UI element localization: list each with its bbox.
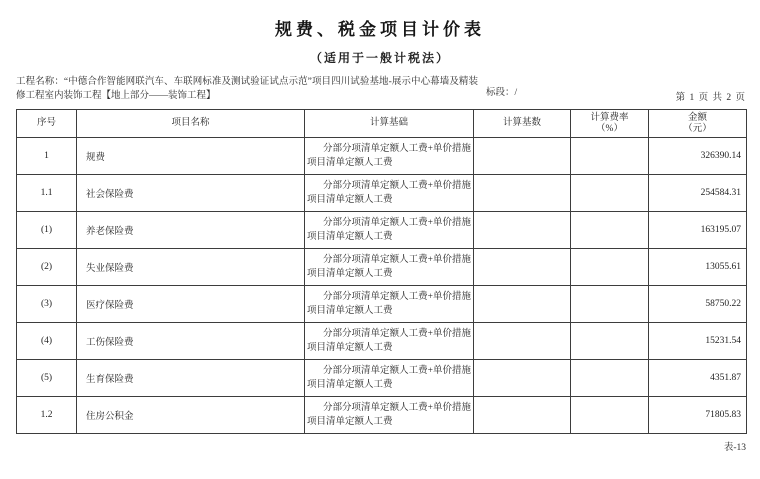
cell-rate	[571, 323, 649, 360]
cell-amount: 13055.61	[649, 249, 747, 286]
cell-item-name: 失业保险费	[77, 249, 305, 286]
cell-item-name: 社会保险费	[77, 175, 305, 212]
cell-calc-base	[474, 249, 571, 286]
cell-amount: 326390.14	[649, 138, 747, 175]
cell-rate	[571, 397, 649, 434]
cell-rate	[571, 286, 649, 323]
cell-rate	[571, 249, 649, 286]
col-header-seq: 序号	[17, 110, 77, 138]
cell-seq: (2)	[17, 249, 77, 286]
cell-amount: 163195.07	[649, 212, 747, 249]
page-title: 规费、税金项目计价表	[275, 20, 485, 39]
sheet-number-note: 表-13	[723, 443, 746, 453]
document-info-row	[16, 76, 746, 103]
table-row	[17, 360, 747, 397]
cell-calc-basis: 分部分项清单定额人工费+单价措施项目清单定额人工费	[305, 175, 474, 212]
cell-calc-base	[474, 397, 571, 434]
cell-seq: (1)	[17, 212, 77, 249]
cell-calc-basis: 分部分项清单定额人工费+单价措施项目清单定额人工费	[305, 360, 474, 397]
cell-amount: 15231.54	[649, 323, 747, 360]
table-row	[17, 286, 747, 323]
cell-amount: 4351.87	[649, 360, 747, 397]
cell-item-name: 工伤保险费	[77, 323, 305, 360]
cell-rate	[571, 360, 649, 397]
cell-calc-basis: 分部分项清单定额人工费+单价措施项目清单定额人工费	[305, 212, 474, 249]
table-row	[17, 175, 747, 212]
cell-calc-base	[474, 323, 571, 360]
col-header-calc-basis: 计算基础	[305, 110, 474, 138]
project-name-value: “中德合作智能网联汽车、车联网标准及测试验证试点示范”项目四川试验基地-展示中心幕墙及精装修工程室内装饰工程【地上部分——装饰工程】	[16, 77, 478, 101]
cell-seq: 1.2	[17, 397, 77, 434]
fee-tax-table	[16, 109, 747, 434]
project-name-block	[16, 76, 478, 103]
cell-seq: (3)	[17, 286, 77, 323]
cell-calc-basis: 分部分项清单定额人工费+单价措施项目清单定额人工费	[305, 323, 474, 360]
cell-calc-basis: 分部分项清单定额人工费+单价措施项目清单定额人工费	[305, 138, 474, 175]
col-header-amount: 金额 （元）	[649, 110, 747, 138]
cell-seq: (5)	[17, 360, 77, 397]
cell-calc-basis: 分部分项清单定额人工费+单价措施项目清单定额人工费	[305, 397, 474, 434]
cell-calc-base	[474, 212, 571, 249]
col-header-item-name: 项目名称	[77, 110, 305, 138]
col-header-calc-base: 计算基数	[474, 110, 571, 138]
page-subtitle: （适用于一般计税法）	[309, 51, 450, 65]
cell-seq: (4)	[17, 323, 77, 360]
page-number-info: 第 1 页 共 2 页	[675, 93, 746, 103]
cell-seq: 1	[17, 138, 77, 175]
cell-calc-base	[474, 175, 571, 212]
cell-amount: 71805.83	[649, 397, 747, 434]
table-row	[17, 138, 747, 175]
table-row	[17, 212, 747, 249]
cell-rate	[571, 212, 649, 249]
cell-item-name: 住房公积金	[77, 397, 305, 434]
cell-seq: 1.1	[17, 175, 77, 212]
cell-calc-basis: 分部分项清单定额人工费+单价措施项目清单定额人工费	[305, 286, 474, 323]
cell-item-name: 养老保险费	[77, 212, 305, 249]
cell-calc-base	[474, 138, 571, 175]
cell-rate	[571, 175, 649, 212]
project-name-label: 工程名称：	[16, 77, 64, 87]
cell-calc-base	[474, 360, 571, 397]
table-row	[17, 397, 747, 434]
section-value: /	[514, 88, 518, 98]
section-label: 标段：	[486, 88, 515, 98]
col-header-rate: 计算费率 （%）	[571, 110, 649, 138]
section-block	[486, 84, 517, 98]
table-row	[17, 249, 747, 286]
cell-item-name: 生育保险费	[77, 360, 305, 397]
cell-item-name: 医疗保险费	[77, 286, 305, 323]
cell-amount: 254584.31	[649, 175, 747, 212]
cell-rate	[571, 138, 649, 175]
header-row	[17, 110, 747, 138]
cell-amount: 58750.22	[649, 286, 747, 323]
table-row	[17, 323, 747, 360]
cell-calc-basis: 分部分项清单定额人工费+单价措施项目清单定额人工费	[305, 249, 474, 286]
cell-item-name: 规费	[77, 138, 305, 175]
cell-calc-base	[474, 286, 571, 323]
